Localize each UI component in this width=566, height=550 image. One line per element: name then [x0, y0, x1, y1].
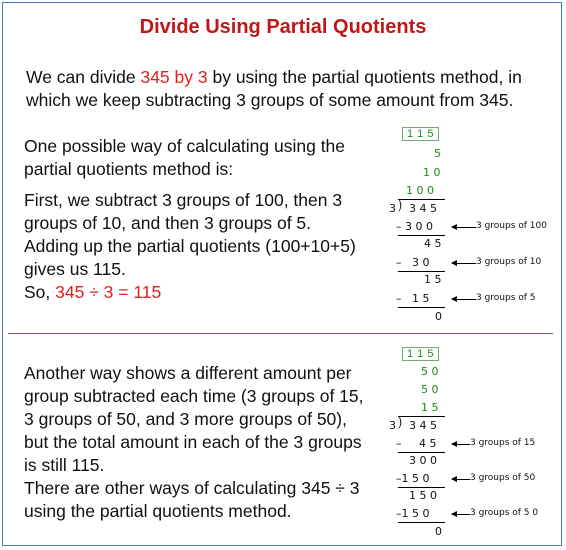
arrow-5	[452, 479, 470, 480]
answer-box-2: 1 1 5	[402, 347, 439, 361]
division-bracket-1: ⟌	[398, 200, 404, 215]
dividend-1: 3 4 5	[409, 202, 437, 215]
arrow-3	[452, 299, 476, 300]
remainder-1: 4 5	[424, 237, 442, 250]
quotient-10: 1 0	[423, 166, 441, 179]
section1-conclusion-prefix: So,	[24, 282, 56, 302]
group-label-3: 3 groups of 5	[476, 293, 536, 303]
rule-3	[398, 307, 445, 308]
remainder-5: 1 5 0	[409, 489, 437, 502]
remainder-2: 1 5	[424, 273, 442, 286]
answer-box-1: 1 1 5	[402, 127, 439, 141]
group-label-5: 3 groups of 50	[470, 473, 536, 483]
subtract-row-1: – 3 0 0	[396, 220, 433, 233]
group-label-6: 3 groups of 5 0	[470, 508, 539, 518]
remainder-3: 0	[435, 310, 442, 323]
divisor-2: 3	[389, 419, 396, 432]
quotient-100: 1 0 0	[406, 184, 434, 197]
page-title: Divide Using Partial Quotients	[139, 16, 427, 38]
remainder-4: 3 0 0	[409, 454, 437, 467]
division-bar-1	[398, 199, 445, 200]
intro-text-end: by using the partial quotients method, in which we keep subtracting 3 groups of some amount from 345.	[26, 67, 522, 110]
section2-text	[24, 362, 364, 523]
group-label-2: 3 groups of 10	[476, 257, 542, 267]
section1-conclusion	[24, 281, 369, 304]
section1-paragraph-1: One possible way of calculating using the partial quotients method is:	[24, 136, 346, 179]
arrow-2	[452, 263, 476, 264]
arrow-1	[452, 227, 476, 228]
rule-5	[398, 487, 445, 488]
section1-paragraph-2: First, we subtract 3 groups of 100, then 3 groups of 10, and then 3 groups of 5. Adding up the partial quotients (100+10+5) gives us 115.	[24, 190, 356, 279]
section2-paragraph-1: Another way shows a different amount per group subtracted each time (3 groups of 15, 3 groups of 50, and 3 more groups of 50), but the total amount in each of the 3 groups is still 115.	[24, 363, 364, 475]
group-label-4: 3 groups of 15	[470, 438, 536, 448]
subtract-row-4: – 4 5	[396, 437, 437, 450]
subtract-row-2: – 3 0	[396, 256, 430, 269]
rule-4	[398, 452, 445, 453]
quotient-50-a: 5 0	[421, 365, 439, 378]
quotient-5: 5	[434, 147, 441, 160]
division-bracket-2: ⟌	[398, 417, 404, 432]
remainder-6: 0	[435, 525, 442, 538]
arrow-4	[452, 444, 470, 445]
subtract-row-6: –1 5 0	[396, 507, 430, 520]
intro-text-start: We can divide	[26, 67, 141, 87]
divisor-1: 3	[389, 202, 396, 215]
group-label-1: 3 groups of 100	[476, 221, 547, 231]
section1-result: 345 ÷ 3 = 115	[55, 282, 162, 302]
quotient-15: 1 5	[421, 401, 439, 414]
arrow-6	[452, 514, 470, 515]
subtract-row-3: – 1 5	[396, 292, 430, 305]
rule-6	[398, 522, 445, 523]
section-divider	[8, 333, 553, 334]
quotient-50-b: 5 0	[421, 383, 439, 396]
rule-2	[398, 271, 445, 272]
intro-paragraph	[26, 66, 546, 112]
intro-highlight: 345 by 3	[140, 67, 208, 87]
dividend-2: 3 4 5	[409, 419, 437, 432]
subtract-row-5: –1 5 0	[396, 472, 430, 485]
section1-text	[24, 135, 369, 304]
division-bar-2	[398, 416, 445, 417]
rule-1	[398, 235, 445, 236]
section2-paragraph-2: There are other ways of calculating 345 ÷ 3 using the partial quotients method.	[24, 478, 360, 521]
